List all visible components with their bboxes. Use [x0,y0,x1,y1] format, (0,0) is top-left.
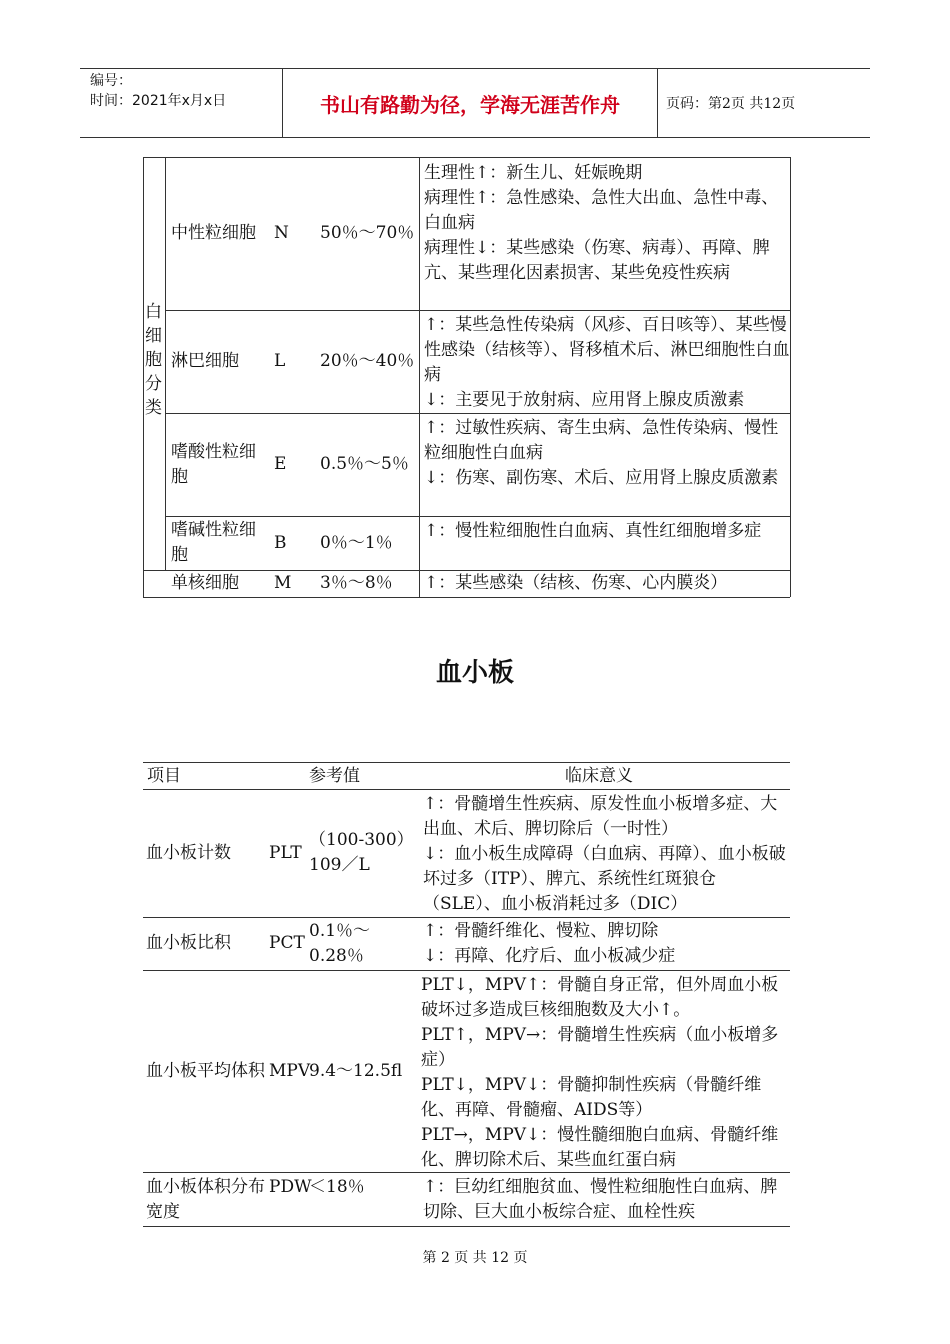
motto: 书山有路勤为径，学海无涯苦作舟 [282,69,658,137]
wbc-meaning: ↑：某些感染（结核、伤寒、心内膜炎） [424,573,728,593]
plt-meaning: PLT↓，MPV↑：骨髓自身正常，但外周血小板破坏过多造成巨核细胞数及大小↑。 PLT↑，MPV→：骨髓增生性疾病（血小板增多症） PLT↓，MPV↓：骨髓抑制性疾病（骨髓纤维化、再障、骨髓瘤、AIDS等） PLT→，MPV↓：慢性髓细胞白血病、骨髓纤维化、脾切除术后、某些血红蛋白病 [421,975,779,1170]
wbc-range: 50％～70％ [320,223,415,243]
wbc-range: 0％～1％ [320,532,393,553]
wbc-meaning: ↑：慢性粒细胞性白血病、真性红细胞增多症 [424,521,762,541]
header-item: 项目 [147,766,181,786]
plt-abbr: PDW [269,1177,312,1197]
date-label: 时间：2021年x月x日 [90,93,227,109]
plt-name: 血小板平均体积 [146,1060,265,1081]
wbc-abbr: N [274,223,289,243]
wbc-meaning: ↑：某些急性传染病（风疹、百日咳等）、某些慢性感染（结核等）、肾移植术后、淋巴细胞性白血病 ↓：主要见于放射病、应用肾上腺皮质激素 [424,315,790,410]
plt-meaning: ↑：骨髓纤维化、慢粒、脾切除 ↓：再障、化疗后、血小板减少症 [423,921,676,966]
wbc-range: 3％～8％ [320,573,393,593]
number-label: 编号： [90,73,132,89]
page-header [80,68,870,138]
wbc-name: 嗜酸性粒细胞 [171,441,256,487]
wbc-name: 单核细胞 [171,573,239,593]
plt-range: （100-300）109／L [309,830,414,875]
wbc-range: 0.5％～5％ [320,454,409,474]
wbc-abbr: B [274,532,287,553]
wbc-name: 嗜碱性粒细胞 [171,520,256,565]
wbc-meaning: 生理性↑：新生儿、妊娠晚期 病理性↑：急性感染、急性大出血、急性中毒、白血病 病理性↓：某些感染（伤寒、病毒）、再障、脾亢、某些理化因素损害、某些免疫性疾病 [424,163,779,283]
plt-meaning: ↑：骨髓增生性疾病、原发性血小板增多症、大出血、术后、脾切除后（一时性） ↓：血小板生成障碍（白血病、再障）、血小板破坏过多（ITP）、脾亢、系统性红斑狼仓（SLE）、血小板消耗过多（DIC） [423,794,786,914]
plt-meaning: ↑：巨幼红细胞贫血、慢性粒细胞性白血病、脾切除、巨大血小板综合症、血栓性疾 [423,1177,778,1222]
page-footer: 第 2 页 共 12 页 [422,1250,528,1266]
wbc-meaning: ↑：过敏性疾病、寄生虫病、急性传染病、慢性粒细胞性白血病 ↓：伤寒、副伤寒、术后、应用肾上腺皮质激素 [424,418,779,488]
wbc-abbr: E [274,454,287,474]
plt-abbr: MPV [269,1060,311,1081]
wbc-range: 20％～40％ [320,351,415,371]
plt-range: ＜18％ [309,1177,365,1197]
header-meaning: 临床意义 [565,766,633,786]
wbc-group-label: 白细胞分类 [145,302,162,418]
header-meta [80,69,282,137]
plt-name: 血小板比积 [146,933,231,953]
plt-range: 0.1％～0.28％ [309,920,371,966]
page-info: 页码：第2页 共12页 [666,96,796,112]
wbc-name: 中性粒细胞 [171,223,256,243]
plt-abbr: PCT [269,933,305,953]
header-ref: 参考值 [309,766,360,786]
plt-range: 9.4～12.5fl [309,1060,403,1081]
wbc-abbr: M [274,573,292,593]
wbc-name: 淋巴细胞 [171,351,239,371]
section-title: 血小板 [435,658,514,688]
wbc-abbr: L [274,351,286,371]
plt-name: 血小板体积分布宽度 [146,1177,265,1222]
plt-abbr: PLT [269,842,302,863]
plt-name: 血小板计数 [146,842,231,863]
